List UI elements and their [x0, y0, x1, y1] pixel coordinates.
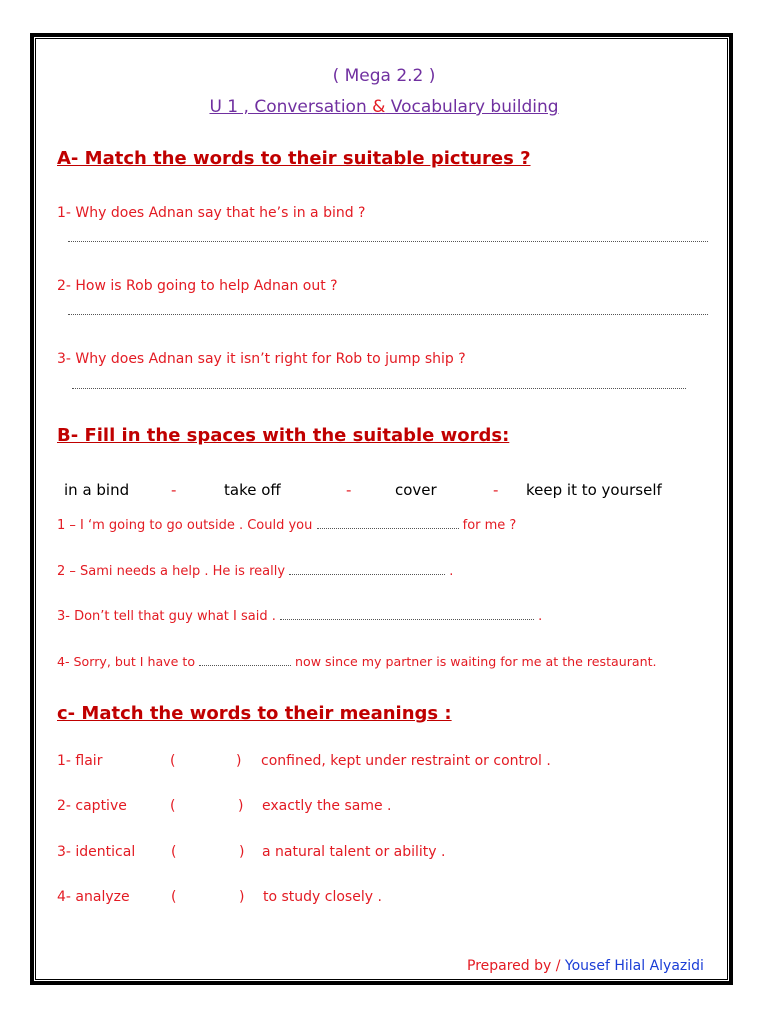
match-word-1: 1- flair: [57, 753, 103, 769]
question-3: 3- Why does Adnan say it isn’t right for Rob to jump ship ?: [57, 351, 466, 367]
section-b-heading: B- Fill in the spaces with the suitable words:: [57, 425, 510, 446]
inner-border: [35, 38, 728, 980]
match-open-paren: (: [170, 798, 176, 814]
word-bank-item: cover: [395, 481, 437, 499]
subtitle-part1: U 1 , Conversation: [209, 97, 373, 117]
fill-sentence-3: 3- Don’t tell that guy what I said . .: [57, 609, 543, 624]
worksheet-title: ( Mega 2.2 ): [332, 66, 436, 86]
word-bank-item: in a bind: [64, 481, 130, 499]
blank-4[interactable]: [199, 655, 291, 666]
prepared-by: Prepared by / Yousef Hilal Alyazidi: [467, 958, 704, 974]
author-name: Yousef Hilal Alyazidi: [564, 958, 704, 974]
match-open-paren: (: [171, 889, 177, 905]
match-word-4: 4- analyze: [57, 889, 130, 905]
section-c-heading: c- Match the words to their meanings :: [57, 703, 452, 724]
match-meaning-4: to study closely .: [263, 889, 382, 905]
word-bank-item: take off: [224, 481, 281, 499]
section-a-heading: A- Match the words to their suitable pictures ?: [57, 148, 531, 169]
answer-line-1[interactable]: [68, 241, 708, 242]
worksheet-subtitle: [0, 97, 768, 117]
match-open-paren: (: [170, 753, 176, 769]
match-meaning-1: confined, kept under restraint or control .: [261, 753, 551, 769]
match-open-paren: (: [171, 844, 177, 860]
match-close-paren: ): [239, 889, 245, 905]
question-1: 1- Why does Adnan say that he’s in a bind ?: [57, 205, 366, 221]
blank-3[interactable]: [280, 609, 534, 620]
answer-line-3[interactable]: [72, 388, 686, 389]
word-bank-item: keep it to yourself: [526, 481, 662, 499]
blank-1[interactable]: [317, 518, 459, 529]
fill-sentence-2: 2 – Sami needs a help . He is really .: [57, 564, 454, 579]
match-word-3: 3- identical: [57, 844, 136, 860]
fill-sentence-1: 1 – I ‘m going to go outside . Could you for me ?: [57, 518, 517, 533]
subtitle-part2: Vocabulary building: [385, 97, 559, 117]
word-bank-separator: -: [346, 481, 352, 499]
answer-line-2[interactable]: [68, 314, 708, 315]
blank-2[interactable]: [289, 564, 445, 575]
match-close-paren: ): [239, 844, 245, 860]
fill-sentence-4: 4- Sorry, but I have to now since my partner is waiting for me at the restaurant.: [57, 654, 657, 669]
match-close-paren: ): [238, 798, 244, 814]
subtitle-ampersand: &: [372, 97, 386, 117]
match-meaning-3: a natural talent or ability .: [262, 844, 446, 860]
match-close-paren: ): [236, 753, 242, 769]
question-2: 2- How is Rob going to help Adnan out ?: [57, 278, 338, 294]
match-word-2: 2- captive: [57, 798, 127, 814]
word-bank-separator: -: [171, 481, 177, 499]
word-bank-separator: -: [493, 481, 499, 499]
match-meaning-2: exactly the same .: [262, 798, 392, 814]
